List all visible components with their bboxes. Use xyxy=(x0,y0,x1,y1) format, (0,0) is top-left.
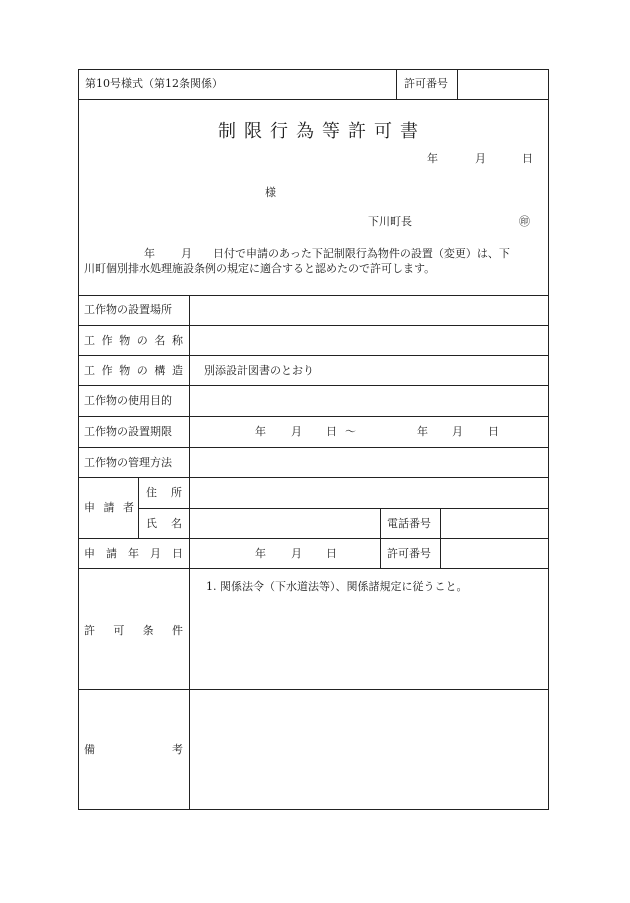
issue-date-month: 月 xyxy=(475,152,486,165)
row-name-label: 工 作 物 の 名 称 xyxy=(84,334,183,347)
period-start-day: 日 xyxy=(326,425,337,438)
phone-field[interactable] xyxy=(442,509,547,538)
application-date-month: 月 xyxy=(291,547,302,560)
application-date-label: 申 請 年 月 日 xyxy=(84,547,183,560)
period-end-year: 年 xyxy=(417,425,428,438)
applicant-address-field[interactable] xyxy=(191,478,547,508)
body-line1: 日付で申請のあった下記制限行為物件の設置（変更）は、下 xyxy=(213,247,510,260)
period-tilde: ～ xyxy=(345,425,356,438)
row-structure-label: 工 作 物 の 構 造 xyxy=(84,364,183,377)
management-field[interactable] xyxy=(191,448,547,477)
period-start-month: 月 xyxy=(291,425,302,438)
row-purpose-label: 工作物の使用目的 xyxy=(84,394,172,407)
applicant-name-field[interactable] xyxy=(191,509,380,538)
body-year: 年 xyxy=(144,247,155,260)
seal-mark: ㊞ xyxy=(519,215,530,228)
form-number: 第10号様式（第12条関係） xyxy=(85,77,223,90)
structure-value[interactable]: 別添設計図書のとおり xyxy=(204,364,314,377)
permit-form xyxy=(78,69,549,810)
header-permit-number-field[interactable] xyxy=(459,70,547,99)
period-end-month: 月 xyxy=(452,425,463,438)
header-permit-number-label: 許可番号 xyxy=(404,77,448,90)
addressee-suffix: 様 xyxy=(265,186,276,199)
row-location-label: 工作物の設置場所 xyxy=(84,303,172,316)
issue-date-day: 日 xyxy=(522,152,533,165)
certificate-title: 制限行為等許可書 xyxy=(218,121,426,142)
body-month: 月 xyxy=(181,247,192,260)
application-date-day: 日 xyxy=(326,547,337,560)
permit-number-field[interactable] xyxy=(442,539,547,568)
condition-item-1: 1. 関係法令（下水道法等）、関係諸規定に従うこと。 xyxy=(206,580,468,593)
purpose-field[interactable] xyxy=(191,386,547,416)
remarks-field[interactable] xyxy=(191,690,547,809)
applicant-label: 申 請 者 xyxy=(84,501,134,514)
name-field[interactable] xyxy=(191,326,547,355)
conditions-label: 許 可 条 件 xyxy=(84,624,183,637)
permit-number-label: 許可番号 xyxy=(387,547,431,560)
body-line2: 川町個別排水処理施設条例の規定に適合すると認めたので許可します。 xyxy=(84,262,436,275)
period-end-day: 日 xyxy=(488,425,499,438)
remarks-label: 備 考 xyxy=(84,743,183,756)
applicant-address-label: 住 所 xyxy=(146,486,182,499)
issue-date-year: 年 xyxy=(427,152,438,165)
location-field[interactable] xyxy=(191,296,547,325)
period-start-year: 年 xyxy=(255,425,266,438)
row-management-label: 工作物の管理方法 xyxy=(84,456,172,469)
phone-label: 電話番号 xyxy=(387,517,431,530)
issuer-name: 下川町長 xyxy=(368,215,412,228)
applicant-name-label: 氏 名 xyxy=(146,517,182,530)
application-date-year: 年 xyxy=(255,547,266,560)
row-period-label: 工作物の設置期限 xyxy=(84,425,172,438)
